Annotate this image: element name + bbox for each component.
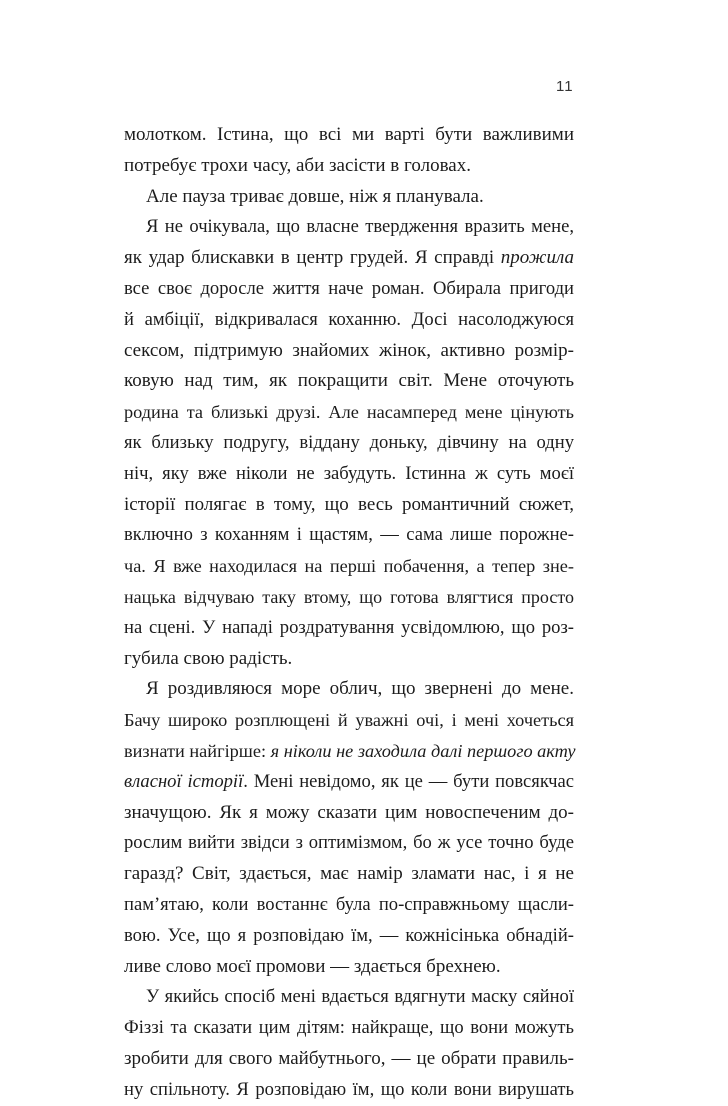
text-line: Я роздивляюся море облич, що звернені до мене. [146,678,574,700]
text-line [124,736,574,767]
text-line: значущою. Як я можу сказати цим новоспеченим до- [124,801,574,823]
body-text [124,120,574,1106]
italic-run: власної історії [124,770,244,792]
text-line: губила свою радість. [124,647,293,669]
text-line: ну спільноту. Я розповідаю їм, що коли вони вирушать [124,1078,574,1100]
text-line: все своє доросле життя наче роман. Обирала пригоди [124,277,574,299]
text-line: ча. Я вже находилася на перші побачення, а тепер зне- [124,556,574,577]
text-run: визнати найгірше: [124,740,271,761]
text-line: рослим вийти звідси з оптимізмом, бо ж усе точно буде [124,832,574,854]
text-line: потребує трохи часу, аби засісти в головах. [124,154,471,176]
text-line: У якийсь спосіб мені вдається вдягнути маску сяйної [146,986,574,1008]
italic-run: я ніколи не заходила далі першого акту [270,740,576,761]
text-run: як удар блискавки в центр грудей. Я справді [124,247,501,269]
text-line: історії полягає в тому, що весь романтичний сюжет, [124,493,574,515]
text-line: й амбіції, відкривалася коханню. Досі насолоджуюся [124,308,574,330]
text-line: ливе слово моєї промови — здається брехнею. [124,955,501,977]
text-line: Бачу широко розплющені й уважні очі, і мені хочеться [124,710,574,731]
text-line: родина та близькі друзі. Але насамперед мене цінують [124,402,574,423]
italic-run: прожила [500,247,574,269]
text-line: як близьку подругу, віддану доньку, дівчину на одну [124,431,574,453]
text-line [124,243,574,274]
text-line: вою. Усе, що я розповідаю їм, — кожнісінька обнадій- [124,924,574,946]
text-line: молотком. Істина, що всі ми варті бути важливими [124,124,574,145]
text-line: гаразд? Світ, здається, має намір зламати нас, і я не [124,863,574,885]
text-line: Але пауза триває довше, ніж я планувала. [146,185,484,207]
text-line: зробити для свого майбутнього, — це обрати правиль- [124,1047,574,1069]
text-line [124,767,574,798]
text-line: Фіззі та сказати цим дітям: найкраще, що вони можуть [124,1017,574,1039]
text-line: нацька відчуваю таку втому, що готова влягтися просто [124,586,574,607]
text-line: ніч, яку вже ніколи не забудуть. Істинна ж суть моєї [124,462,574,484]
text-line: сексом, підтримую знайомих жінок, активно розмір- [124,339,574,361]
text-line: Я не очікувала, що власне твердження вразить мене, [146,216,574,238]
text-line: ковую над тим, як покращити світ. Мене оточують [124,370,574,392]
text-line: пам’ятаю, коли востаннє була по-справжньому щасли- [124,893,574,915]
text-run: . Мені невідомо, як це — бути повсякчас [243,770,574,792]
text-line: на сцені. У нападі роздратування усвідомлюю, що роз- [124,616,574,638]
page-number: 11 [556,78,574,95]
text-line: включно з коханням і щастям, — сама лише порожне- [124,524,574,546]
